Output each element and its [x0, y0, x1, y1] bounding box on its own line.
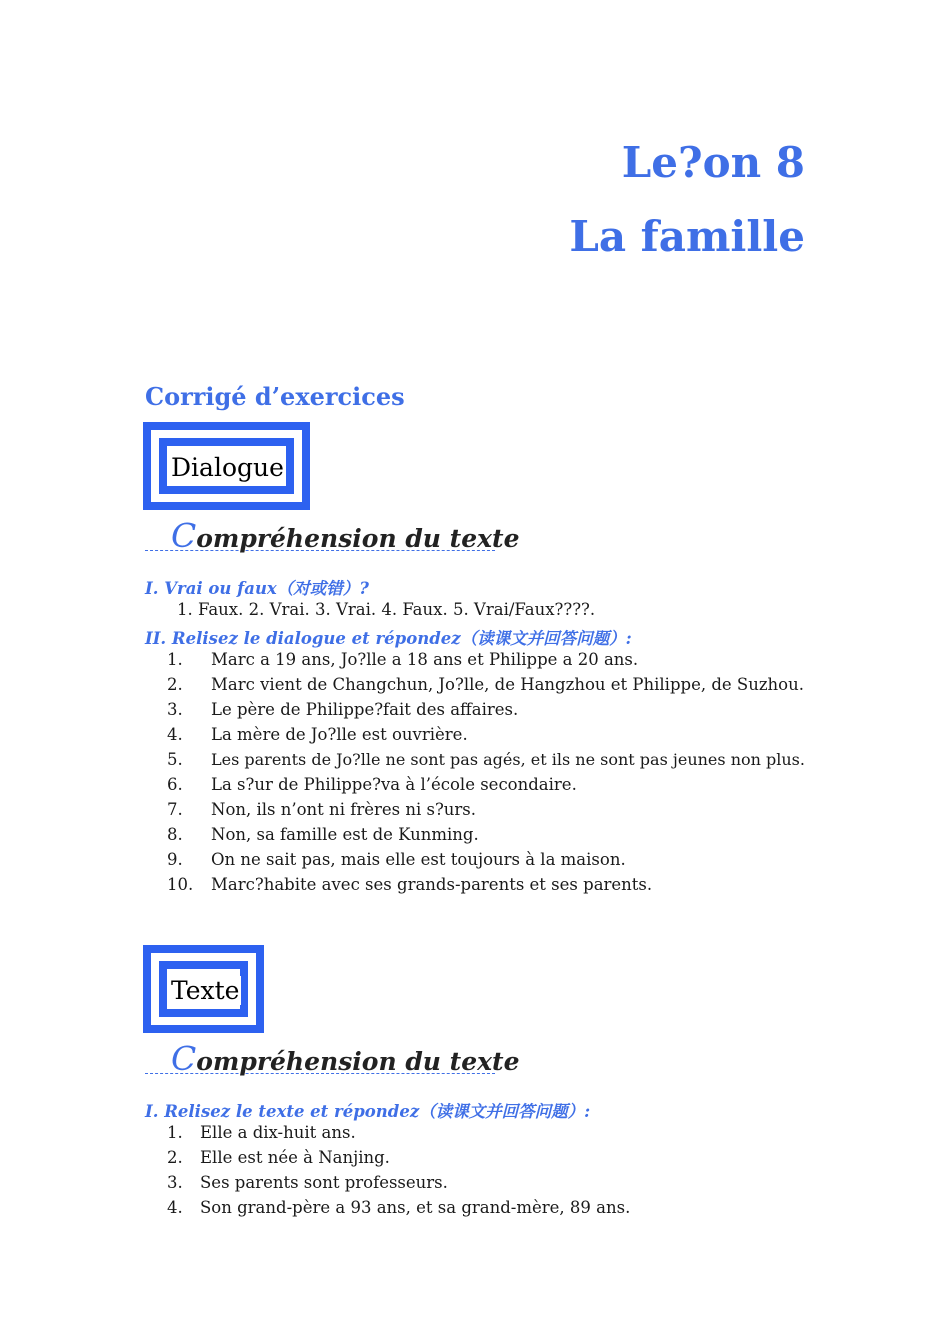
list-item: 4. Son grand-père a 93 ans, et sa grand-mère, 89 ans.: [167, 1198, 631, 1217]
comprehension-rest: ompréhension du texte: [196, 524, 520, 553]
corrige-heading: Corrigé d’exercices: [145, 382, 405, 411]
list-item: 3. Le père de Philippe?fait des affaires.: [167, 700, 519, 719]
list-item: 9. On ne sait pas, mais elle est toujours à la maison.: [167, 850, 626, 869]
list-item: 2. Marc vient de Changchun, Jo?lle, de Hangzhou et Philippe, de Suzhou.: [167, 675, 804, 694]
list-item: 7. Non, ils n’ont ni frères ni s?urs.: [167, 800, 477, 819]
texte-answer-list: [0, 1123, 950, 1223]
dialogue-section-box: [143, 422, 310, 510]
list-item: 1. Marc a 19 ans, Jo?lle a 18 ans et Philippe a 20 ans.: [167, 650, 639, 669]
comprehension-initial: C: [171, 516, 197, 555]
comprehension-rest: ompréhension du texte: [196, 1047, 520, 1076]
dialogue-q2-heading: II. Relisez le dialogue et répondez（读课文并回答问题）:: [145, 629, 632, 648]
list-item: 6. La s?ur de Philippe?va à l’école secondaire.: [167, 775, 577, 794]
dialogue-q1-answers: 1. Faux. 2. Vrai. 3. Vrai. 4. Faux. 5. Vrai/Faux????.: [177, 600, 596, 619]
lesson-number: Le?on 8: [621, 138, 805, 187]
lesson-title: La famille: [569, 212, 805, 261]
dialogue-answer-list: [0, 650, 950, 900]
list-item: 1. Elle a dix-huit ans.: [167, 1123, 356, 1142]
list-item: 3. Ses parents sont professeurs.: [167, 1173, 448, 1192]
list-item: 4. La mère de Jo?lle est ouvrière.: [167, 725, 468, 744]
texte-section-box: [143, 945, 264, 1033]
list-item: 2. Elle est née à Nanjing.: [167, 1148, 390, 1167]
comprehension-initial: C: [171, 1039, 197, 1078]
dialogue-comprehension-heading: [145, 516, 520, 555]
texte-q1-heading: I. Relisez le texte et répondez（读课文并回答问题）:: [145, 1102, 591, 1121]
texte-label: Texte: [171, 976, 240, 1005]
list-item: 8. Non, sa famille est de Kunming.: [167, 825, 479, 844]
list-item: 5. Les parents de Jo?lle ne sont pas agés, et ils ne sont pas jeunes non plus.: [167, 750, 805, 769]
texte-comprehension-heading: [145, 1039, 520, 1078]
list-item: 10. Marc?habite avec ses grands-parents et ses parents.: [167, 875, 653, 894]
dialogue-label: Dialogue: [171, 453, 284, 482]
dialogue-q1-heading: I. Vrai ou faux（对或错）?: [145, 579, 369, 598]
